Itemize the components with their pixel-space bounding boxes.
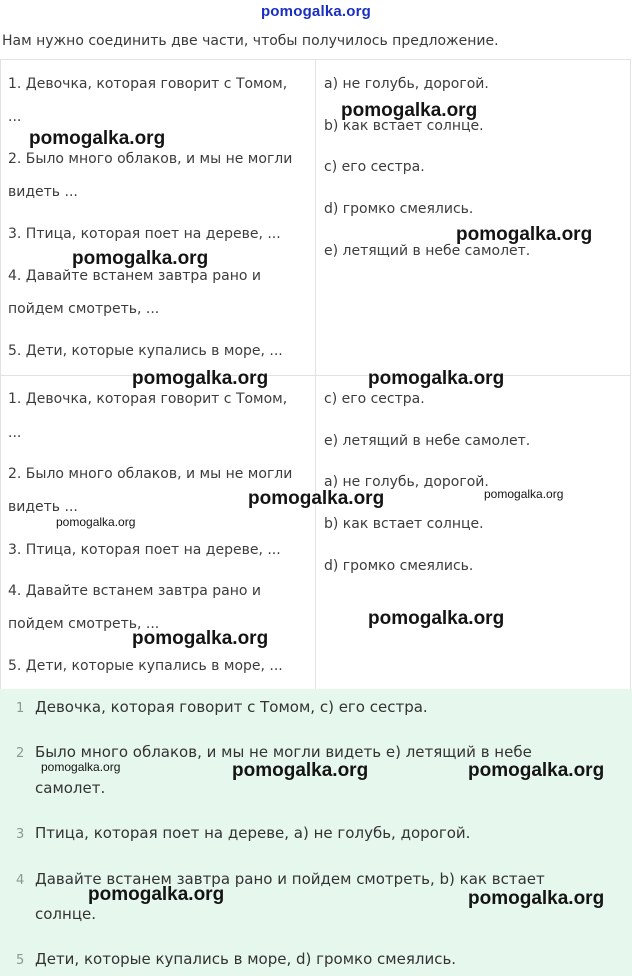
left-item-line: пойдем смотреть, ... xyxy=(8,301,160,317)
answer-text: самолет. xyxy=(35,779,106,797)
watermark: pomogalka.org xyxy=(456,224,593,245)
watermark: pomogalka.org xyxy=(484,487,564,501)
watermark: pomogalka.org xyxy=(132,628,269,649)
answer-text: солнце. xyxy=(35,905,97,923)
right-option: e) летящий в небе самолет. xyxy=(324,433,531,449)
left-item-line: ... xyxy=(8,109,22,125)
left-item-line: 1. Девочка, которая говорит с Томом, xyxy=(8,391,288,407)
right-option: a) не голубь, дорогой. xyxy=(324,76,489,92)
watermark: pomogalka.org xyxy=(232,760,369,781)
watermark: pomogalka.org xyxy=(468,888,605,909)
right-option: b) как встает солнце. xyxy=(324,516,484,532)
right-option: c) его сестра. xyxy=(324,391,425,407)
matching-table-reordered xyxy=(0,375,631,689)
left-item-line: 5. Дети, которые купались в море, ... xyxy=(8,343,283,359)
watermark: pomogalka.org xyxy=(132,368,269,389)
watermark: pomogalka.org xyxy=(468,760,605,781)
left-item-line: 3. Птица, которая поет на дереве, ... xyxy=(8,226,281,242)
left-item-line: 5. Дети, которые купались в море, ... xyxy=(8,658,283,674)
answer-text: Давайте встанем завтра рано и пойдем смотреть, b) как встает xyxy=(35,870,545,888)
left-item-line: видеть ... xyxy=(8,184,78,200)
answer-number: 5 xyxy=(16,953,25,968)
right-option: a) не голубь, дорогой. xyxy=(324,474,489,490)
left-item-line: 2. Было много облаков, и мы не могли xyxy=(8,151,293,167)
answer-list xyxy=(0,689,632,976)
left-item-line: видеть ... xyxy=(8,499,78,515)
right-option: d) громко смеялись. xyxy=(324,201,474,217)
watermark: pomogalka.org xyxy=(72,248,209,269)
right-option: d) громко смеялись. xyxy=(324,558,474,574)
task-intro: Нам нужно соединить две части, чтобы получилось предложение. xyxy=(2,33,499,49)
watermark: pomogalka.org xyxy=(368,368,505,389)
answer-number: 2 xyxy=(16,746,25,761)
answer-text: Девочка, которая говорит с Томом, c) его сестра. xyxy=(35,698,428,716)
right-option: e) летящий в небе самолет. xyxy=(324,243,531,259)
left-item-line: 2. Было много облаков, и мы не могли xyxy=(8,466,293,482)
column-divider xyxy=(315,60,316,375)
watermark: pomogalka.org xyxy=(56,515,136,529)
left-item-line: ... xyxy=(8,425,22,441)
watermark: pomogalka.org xyxy=(248,488,385,509)
watermark: pomogalka.org xyxy=(341,100,478,121)
matching-table-original xyxy=(0,59,631,375)
watermark: pomogalka.org xyxy=(88,884,225,905)
answer-number: 1 xyxy=(16,701,25,716)
column-divider xyxy=(315,376,316,689)
left-item-line: 3. Птица, которая поет на дереве, ... xyxy=(8,542,281,558)
right-option: b) как встает солнце. xyxy=(324,118,484,134)
left-item-line: пойдем смотреть, ... xyxy=(8,616,160,632)
left-item-line: 4. Давайте встанем завтра рано и xyxy=(8,268,262,284)
answer-number: 3 xyxy=(16,827,25,842)
answer-text: Дети, которые купались в море, d) громко смеялись. xyxy=(35,950,457,968)
left-item-line: 1. Девочка, которая говорит с Томом, xyxy=(8,76,288,92)
answer-text: Было много облаков, и мы не могли видеть e) летящий в небе xyxy=(35,743,532,761)
right-option: c) его сестра. xyxy=(324,159,425,175)
watermark: pomogalka.org xyxy=(368,608,505,629)
answer-number: 4 xyxy=(16,873,25,888)
answer-text: Птица, которая поет на дереве, a) не голубь, дорогой. xyxy=(35,824,471,842)
watermark: pomogalka.org xyxy=(29,128,166,149)
watermark: pomogalka.org xyxy=(41,760,121,774)
left-item-line: 4. Давайте встанем завтра рано и xyxy=(8,583,262,599)
site-header-watermark: pomogalka.org xyxy=(260,3,372,20)
